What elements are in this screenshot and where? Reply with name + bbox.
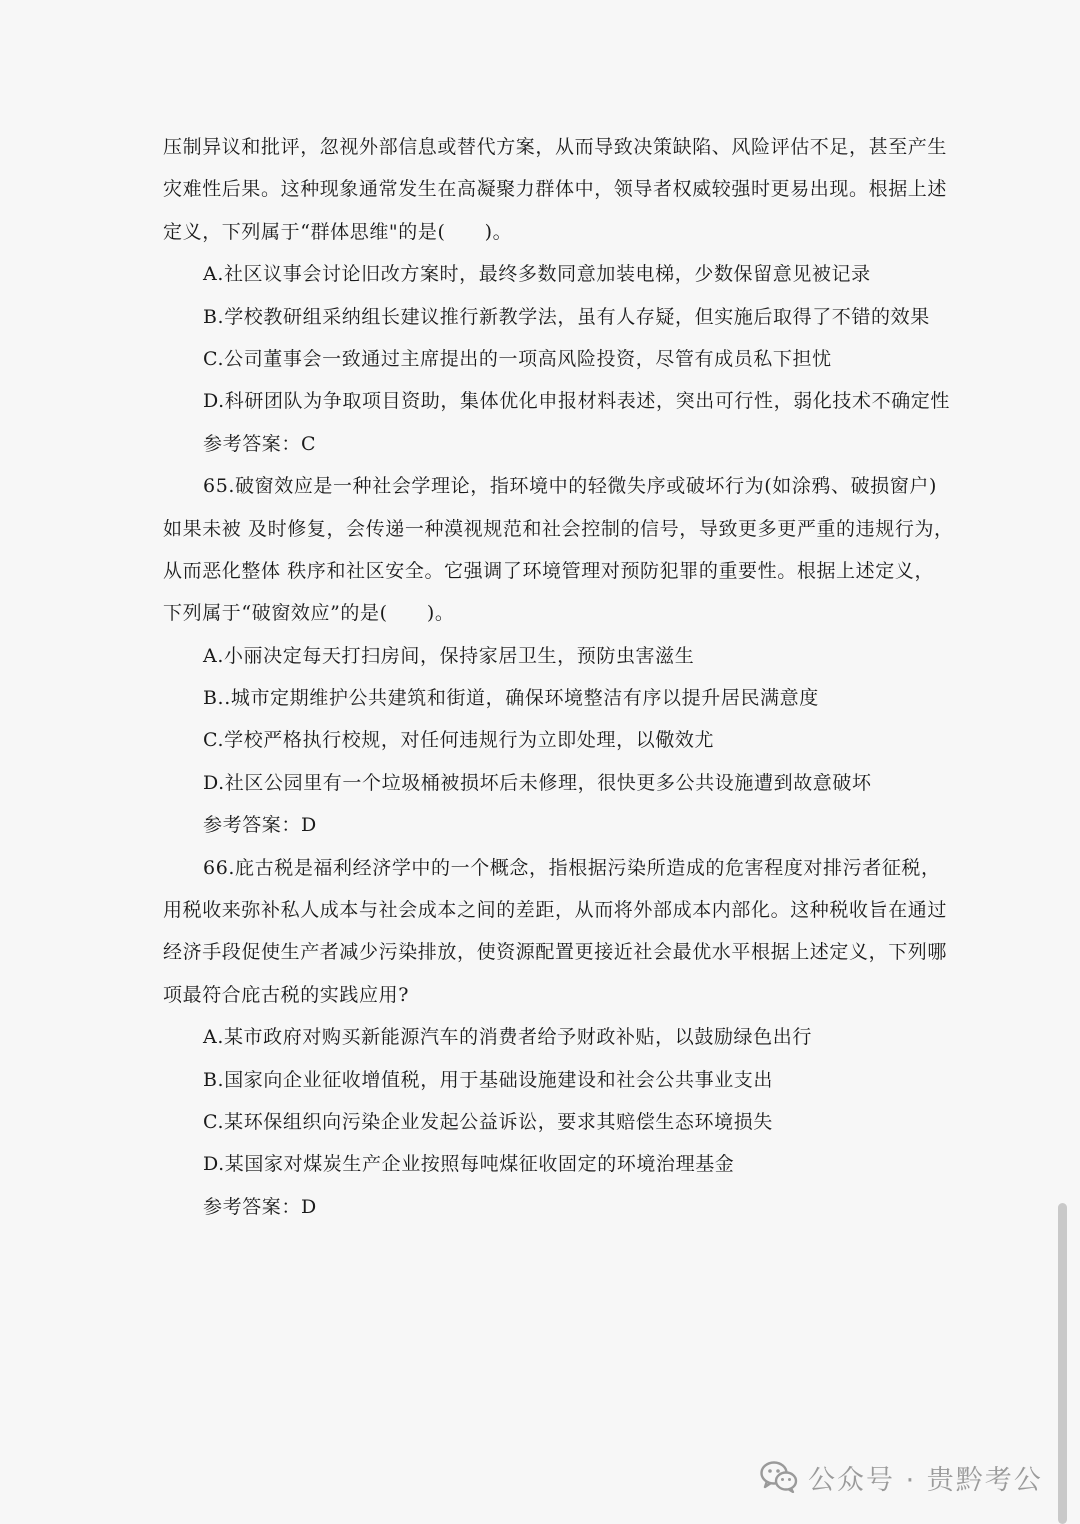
text-line: 参考答案：D [203,1195,317,1218]
text-line: 66.庇古税是福利经济学中的一个概念，指根据污染所造成的危害程度对排污者征税， [203,856,941,879]
text-line: 项最符合庇古税的实践应用? [163,983,409,1006]
watermark [760,1457,1043,1497]
document-body [163,126,954,1228]
text-line: 65.破窗效应是一种社会学理论，指环境中的轻微失序或破坏行为(如涂鸦、破损窗户) [203,475,938,498]
text-line: 如果未被 及时修复，会传递一种漠视规范和社会控制的信号，导致更多更严重的违规行为， [163,517,954,540]
text-line: 压制异议和批评，忽视外部信息或替代方案，从而导致决策缺陷、风险评估不足，甚至产生 [163,136,948,158]
text-line: A.小丽决定每天打扫房间，保持家居卫生，预防虫害滋生 [203,644,695,667]
text-line: 灾难性后果。这种现象通常发生在高凝聚力群体中，领导者权威较强时更易出现。根据上述 [163,178,948,201]
wechat-icon [760,1461,798,1493]
text-line: B.学校教研组采纳组长建议推行新教学法，虽有人存疑，但实施后取得了不错的效果 [203,305,930,328]
text-line: 参考答案：C [203,432,317,455]
text-line: A.某市政府对购买新能源汽车的消费者给予财政补贴，以鼓励绿色出行 [203,1026,812,1049]
text-line: 参考答案：D [203,814,317,837]
text-line: B.国家向企业征收增值税，用于基础设施建设和社会公共事业支出 [203,1068,774,1091]
text-line: 从而恶化整体 秩序和社区安全。它强调了环境管理对预防犯罪的重要性。根据上述定义， [163,559,935,582]
text-line: D.社区公园里有一个垃圾桶被损坏后未修理，很快更多公共设施遭到故意破坏 [203,771,872,794]
text-line: D.某国家对煤炭生产企业按照每吨煤征收固定的环境治理基金 [203,1153,735,1176]
text-line: 经济手段促使生产者减少污染排放，使资源配置更接近社会最优水平根据上述定义，下列哪 [163,941,948,964]
text-line: C.学校严格执行校规，对任何违规行为立即处理，以儆效尤 [203,729,715,752]
text-line: 下列属于“破窗效应”的是( )。 [163,602,455,625]
text-line: D.科研团队为争取项目资助，集体优化申报材料表述，突出可行性，弱化技术不确定性 [203,390,950,413]
text-line: A.社区议事会讨论旧改方案时，最终多数同意加装电梯，少数保留意见被记录 [203,263,871,286]
text-line: C.公司董事会一致通过主席提出的一项高风险投资，尽管有成员私下担忧 [203,347,832,370]
watermark-text: 公众号 · 贵黔考公 [808,1464,1043,1496]
text-line: 定义，下列属于“群体思维"的是( )。 [163,220,513,243]
text-line: B..城市定期维护公共建筑和街道，确保环境整洁有序以提升居民满意度 [203,687,819,710]
scrollbar-thumb[interactable] [1058,1203,1067,1524]
text-line: C.某环保组织向污染企业发起公益诉讼，要求其赔偿生态环境损失 [203,1110,773,1133]
text-line: 用税收来弥补私人成本与社会成本之间的差距，从而将外部成本内部化。这种税收旨在通过 [163,899,948,922]
